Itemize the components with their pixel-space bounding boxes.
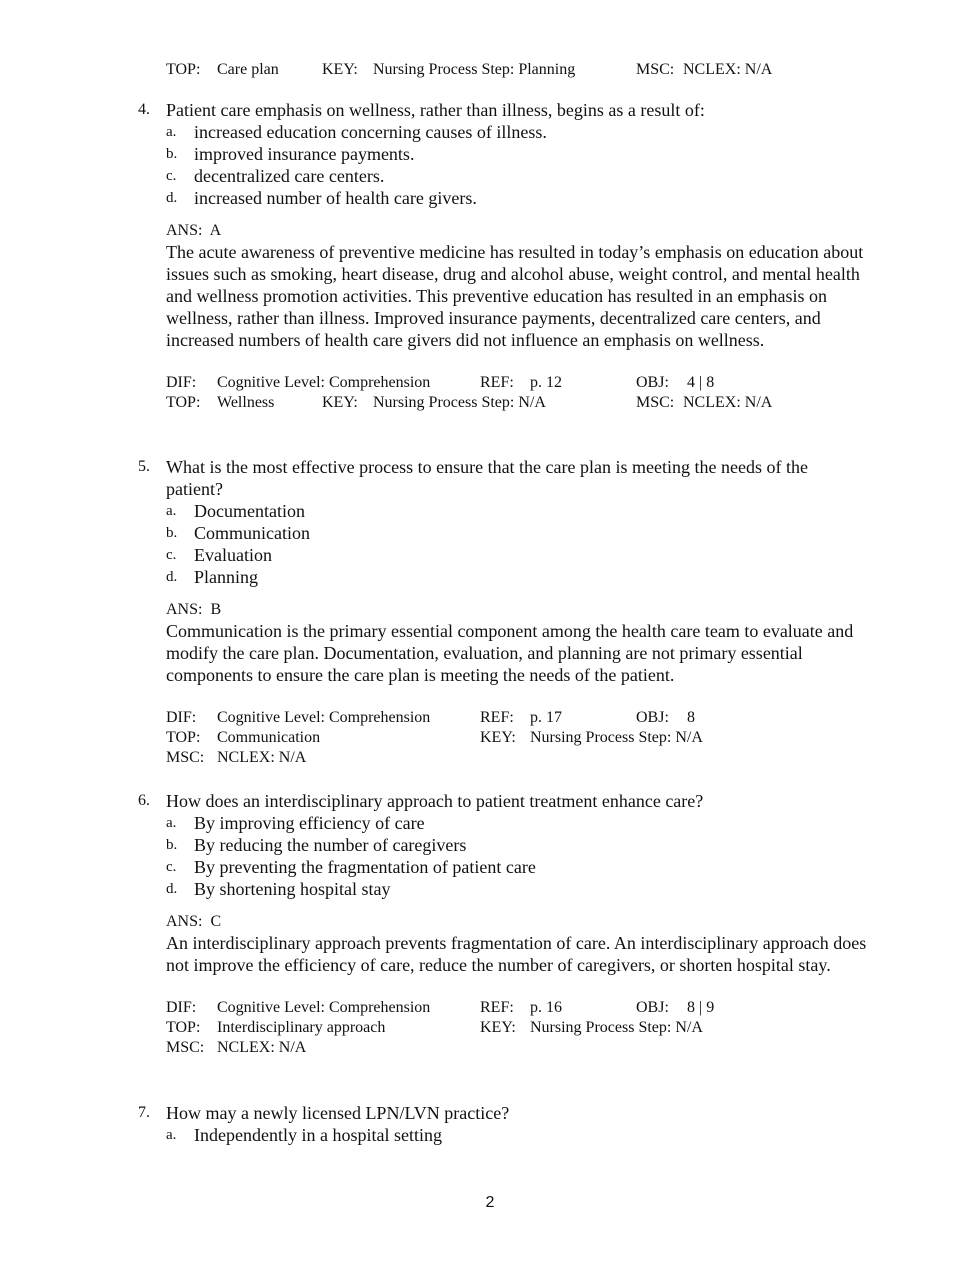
question-meta (166, 708, 898, 768)
obj-value: 4 | 8 (687, 374, 715, 391)
question-stem (138, 456, 898, 500)
option-d (166, 187, 898, 209)
option-text: improved insurance payments. (194, 144, 415, 164)
option-c (166, 165, 898, 187)
option-text: By shortening hospital stay (194, 879, 391, 899)
ref-value: p. 12 (530, 374, 562, 391)
question-text: How may a newly licensed LPN/LVN practice? (166, 1103, 510, 1123)
dif-label: DIF: (166, 999, 197, 1016)
prev-question-meta (166, 60, 866, 80)
option-c (166, 856, 898, 878)
option-letter: c. (166, 547, 177, 563)
answer-line (166, 600, 898, 620)
option-text: increased number of health care givers. (194, 188, 477, 208)
answer-value: C (210, 913, 222, 930)
dif-value: Cognitive Level: Comprehension (217, 999, 431, 1016)
question-text: What is the most effective process to ensure that the care plan is meeting the needs of the patient? (166, 457, 808, 499)
answer-line (166, 912, 898, 932)
option-b (166, 834, 898, 856)
top-value: Interdisciplinary approach (217, 1019, 386, 1036)
question-stem (138, 1102, 898, 1124)
option-d (166, 878, 898, 900)
question-meta (166, 998, 898, 1058)
option-letter: a. (166, 124, 177, 140)
key-value: Nursing Process Step: N/A (373, 394, 546, 411)
ref-label: REF: (480, 374, 514, 391)
dif-value: Cognitive Level: Comprehension (217, 374, 431, 391)
key-value: Nursing Process Step: N/A (530, 729, 703, 746)
option-text: Planning (194, 567, 259, 587)
rationale: An interdisciplinary approach prevents fragmentation of care. An interdisciplinary approach does not improve the efficiency of care, reduce the number of caregivers, or shorten hospital stay. (166, 933, 867, 975)
option-a (166, 812, 898, 834)
page-number: 2 (485, 1194, 495, 1211)
key-label: KEY: (322, 61, 358, 78)
option-letter: c. (166, 859, 177, 875)
option-letter: a. (166, 815, 177, 831)
option-text: decentralized care centers. (194, 166, 385, 186)
key-label: KEY: (480, 1019, 516, 1036)
obj-value: 8 | 9 (687, 999, 715, 1016)
msc-label: MSC: (166, 749, 205, 766)
option-letter: c. (166, 168, 177, 184)
option-text: Evaluation (194, 545, 272, 565)
question-4 (138, 99, 898, 413)
rationale: Communication is the primary essential component among the health care team to evaluate and modify the care plan. Documentation, evaluation, and planning are not primary essential components to ensure the care plan is meeting the needs of the patient. (166, 621, 854, 685)
option-a (166, 1124, 898, 1146)
option-a (166, 121, 898, 143)
option-text: By improving efficiency of care (194, 813, 425, 833)
option-b (166, 143, 898, 165)
question-6 (138, 790, 898, 1058)
option-text: increased education concerning causes of illness. (194, 122, 547, 142)
key-label: KEY: (480, 729, 516, 746)
top-label: TOP: (166, 394, 201, 411)
obj-label: OBJ: (636, 709, 669, 726)
obj-label: OBJ: (636, 999, 669, 1016)
question-5 (138, 456, 898, 768)
dif-label: DIF: (166, 709, 197, 726)
option-a (166, 500, 898, 522)
question-stem (138, 790, 898, 812)
option-letter: d. (166, 569, 178, 585)
dif-value: Cognitive Level: Comprehension (217, 709, 431, 726)
question-stem (138, 99, 898, 121)
question-text: Patient care emphasis on wellness, rather than illness, begins as a result of: (166, 100, 705, 120)
option-text: Communication (194, 523, 310, 543)
question-number: 5. (138, 458, 150, 475)
option-letter: d. (166, 881, 178, 897)
answer-label: ANS: (166, 222, 203, 239)
top-label: TOP: (166, 61, 201, 78)
option-text: By preventing the fragmentation of patient care (194, 857, 536, 877)
question-number: 6. (138, 792, 150, 809)
key-label: KEY: (322, 394, 358, 411)
option-text: Documentation (194, 501, 305, 521)
question-number: 4. (138, 101, 150, 118)
option-c (166, 544, 898, 566)
key-value: Nursing Process Step: N/A (530, 1019, 703, 1036)
option-letter: a. (166, 503, 177, 519)
dif-label: DIF: (166, 374, 197, 391)
ref-label: REF: (480, 709, 514, 726)
question-meta (166, 373, 898, 413)
ref-value: p. 17 (530, 709, 562, 726)
option-letter: b. (166, 146, 178, 162)
answer-value: B (210, 601, 222, 618)
option-letter: b. (166, 837, 178, 853)
ref-label: REF: (480, 999, 514, 1016)
msc-label: MSC: (166, 1039, 205, 1056)
msc-label: MSC: (636, 394, 675, 411)
top-value: Communication (217, 729, 321, 746)
question-number: 7. (138, 1104, 150, 1121)
key-value: Nursing Process Step: Planning (373, 61, 576, 78)
option-letter: a. (166, 1127, 177, 1143)
ref-value: p. 16 (530, 999, 562, 1016)
top-label: TOP: (166, 1019, 201, 1036)
top-label: TOP: (166, 729, 201, 746)
answer-label: ANS: (166, 601, 203, 618)
option-letter: d. (166, 190, 178, 206)
answer-line (166, 221, 898, 241)
option-d (166, 566, 898, 588)
msc-value: NCLEX: N/A (683, 61, 773, 78)
obj-value: 8 (687, 709, 695, 726)
question-7 (138, 1102, 898, 1146)
option-text: Independently in a hospital setting (194, 1125, 442, 1145)
answer-value: A (209, 222, 222, 239)
top-value: Care plan (217, 61, 279, 78)
answer-label: ANS: (166, 913, 203, 930)
obj-label: OBJ: (636, 374, 669, 391)
msc-value: NCLEX: N/A (217, 749, 307, 766)
question-text: How does an interdisciplinary approach to patient treatment enhance care? (166, 791, 704, 811)
msc-value: NCLEX: N/A (683, 394, 773, 411)
option-b (166, 522, 898, 544)
top-value: Wellness (217, 394, 275, 411)
msc-label: MSC: (636, 61, 675, 78)
option-letter: b. (166, 525, 178, 541)
msc-value: NCLEX: N/A (217, 1039, 307, 1056)
option-text: By reducing the number of caregivers (194, 835, 467, 855)
rationale: The acute awareness of preventive medicine has resulted in today’s emphasis on education about issues such as smoking, heart disease, drug and alcohol abuse, weight control, and mental health and wellness promotion activities. This preventive education has resulted in an emphasis on wellness, rather than illness. Improved insurance payments, decentralized care centers, and increased numbers of health care givers did not influence an emphasis on wellness. (166, 242, 864, 350)
